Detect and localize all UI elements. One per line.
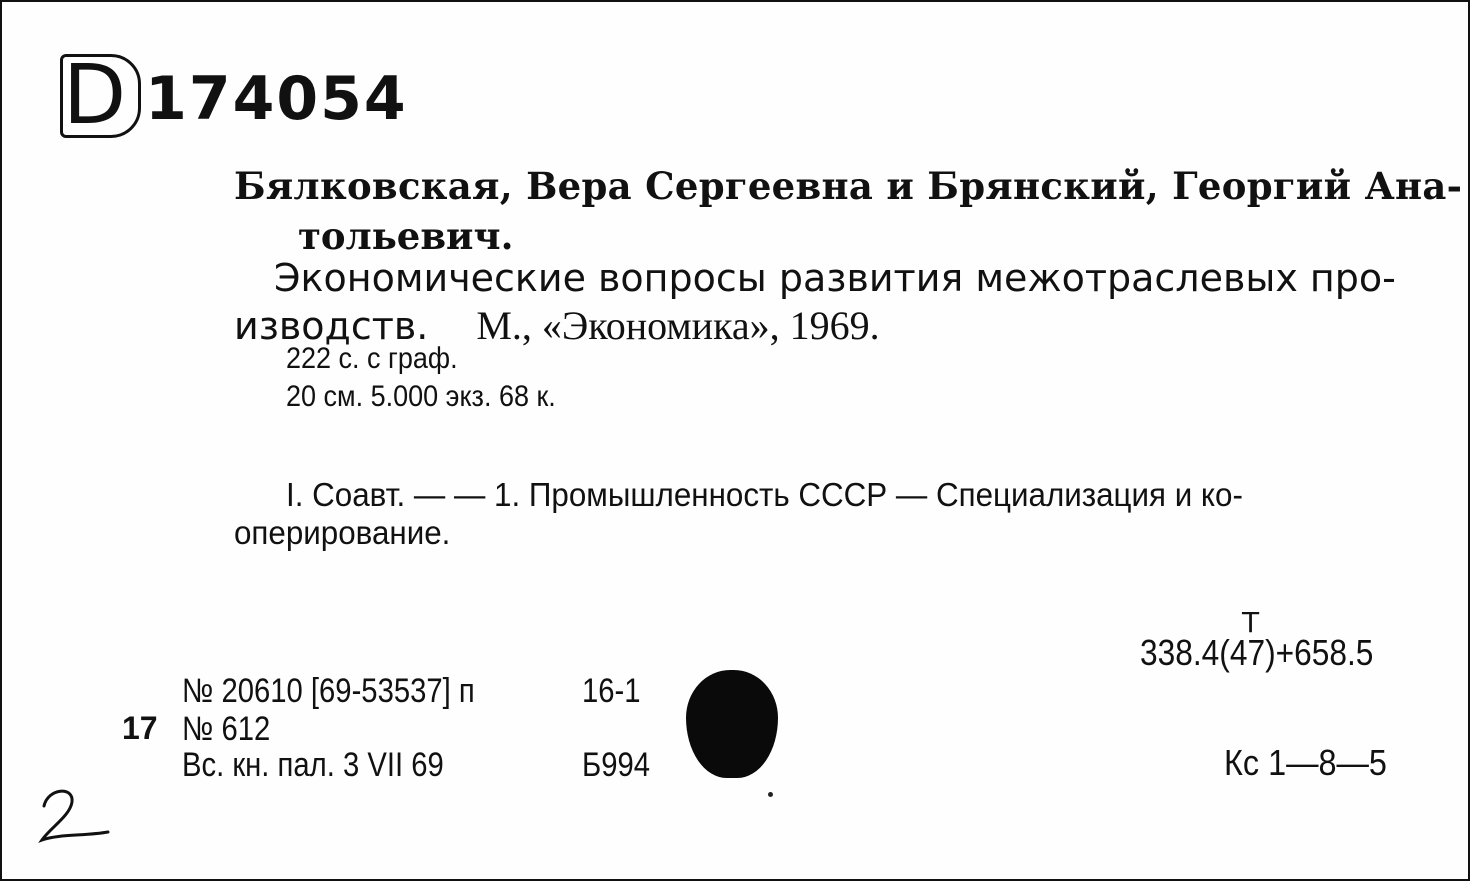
punch-hole	[686, 670, 778, 778]
registry-line-1: № 20610 [69-53537] п	[182, 672, 475, 710]
publisher-info: М., «Экономика», 1969.	[476, 303, 880, 348]
classification-code-2: Кс 1—8—5	[1224, 742, 1387, 783]
title-end: изводств.	[234, 304, 429, 348]
pages-info: 222 с. с граф.	[286, 342, 458, 375]
call-number-letter: D	[60, 54, 141, 138]
handwritten-two-icon	[36, 784, 116, 854]
ink-dot	[768, 792, 773, 797]
call-number-digits: 174054	[145, 64, 408, 134]
size-info: 20 см. 5.000 экз. 68 к.	[286, 380, 556, 413]
title-line-1: Экономические вопросы развития межотраслевых про-	[274, 256, 1396, 300]
subject-line-1: I. Соавт. — — 1. Промышленность СССР — Специализация и ко-	[286, 476, 1243, 513]
authors-line-2: тольевич.	[298, 214, 514, 258]
subject-line-2: оперирование.	[234, 514, 451, 551]
registry-line-3: Вс. кн. пал. 3 VII 69	[182, 746, 444, 784]
code-1: 16-1	[582, 672, 641, 710]
handwritten-call-number	[60, 48, 408, 143]
registry-line-2: № 612	[182, 710, 271, 748]
registry-prefix: 17	[122, 710, 158, 746]
classification-code: 338.4(47)+658.5	[1140, 632, 1374, 673]
handwritten-mark	[36, 784, 116, 859]
code-2: Б994	[582, 746, 650, 784]
classification-mark: Т	[1242, 606, 1260, 639]
authors-line-1: Бялковская, Вера Сергеевна и Брянский, Георгий Ана-	[234, 164, 1463, 208]
